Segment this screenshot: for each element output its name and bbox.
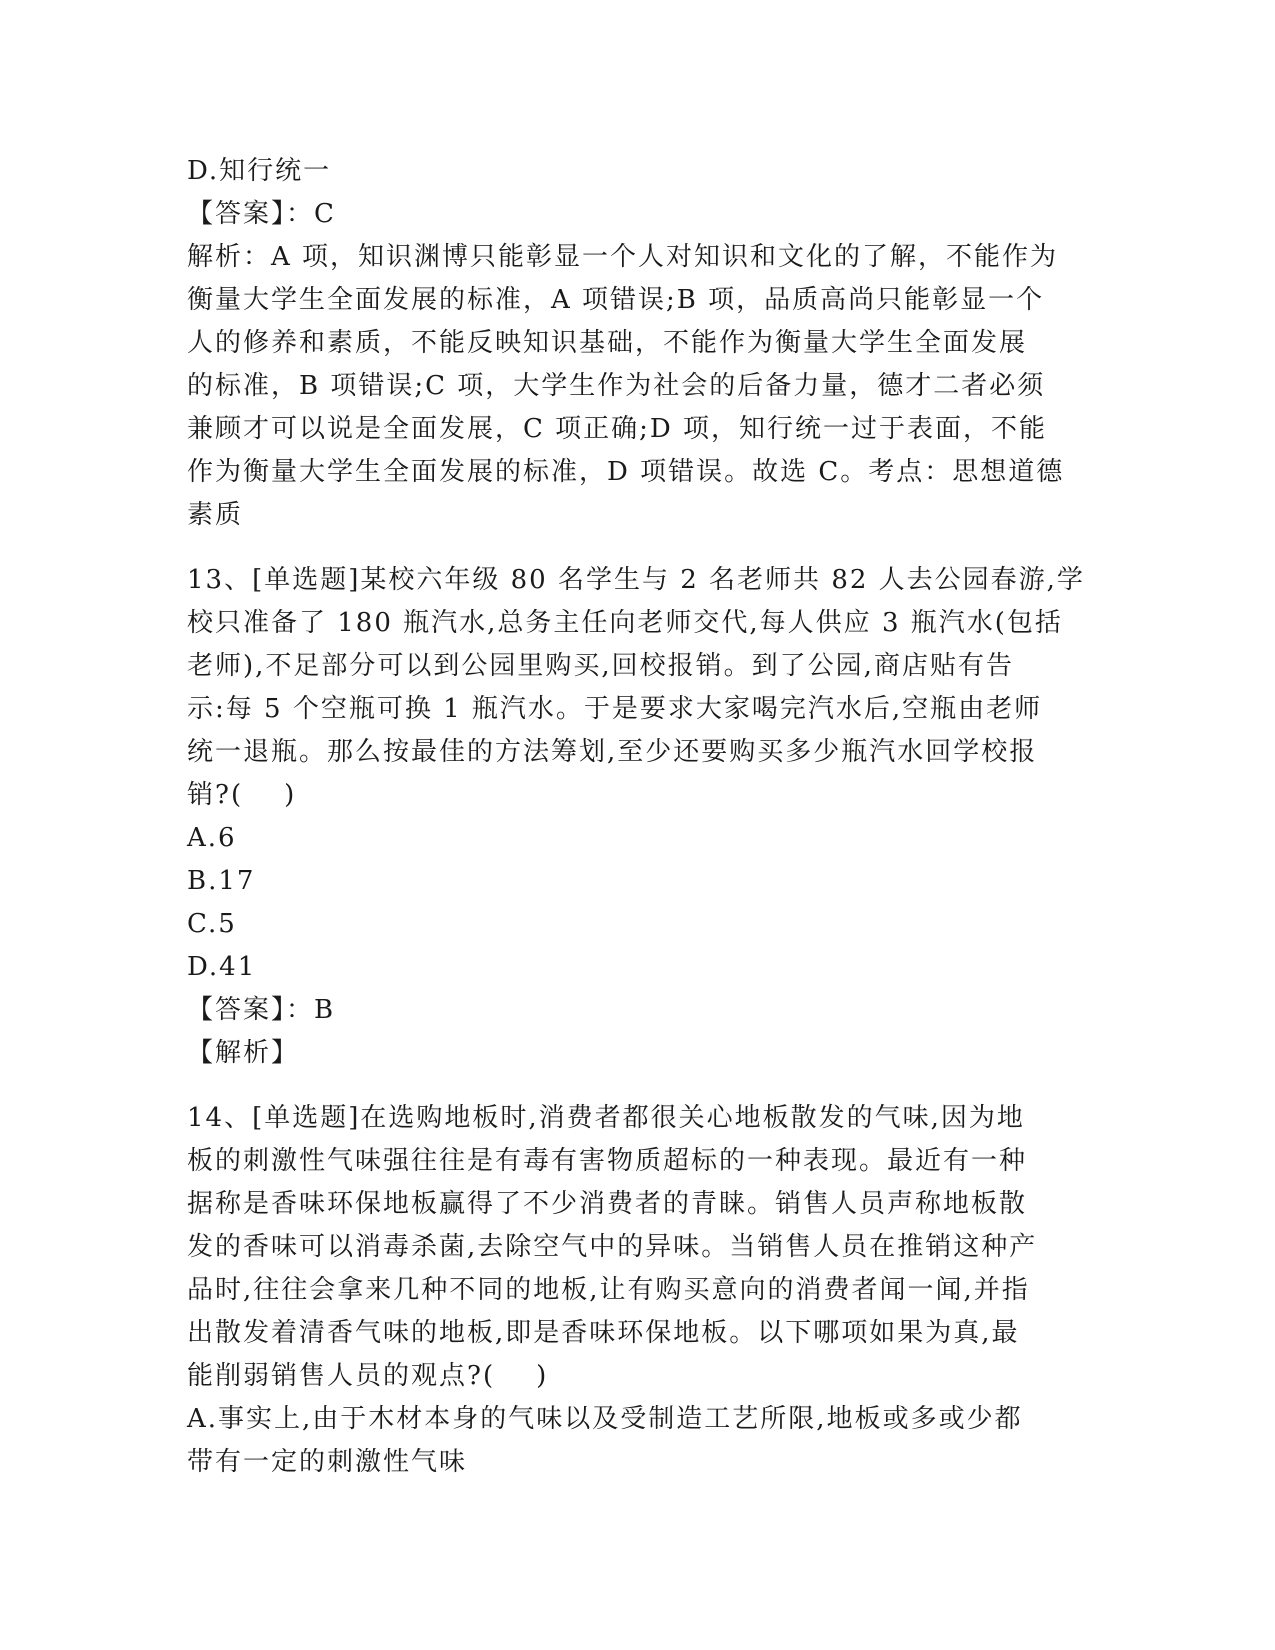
analysis-line: 人的修养和素质，不能反映知识基础，不能作为衡量大学生全面发展 (187, 328, 1028, 358)
stem-line: 13、[单选题]某校六年级 80 名学生与 2 名老师共 82 人去公园春游,学 (187, 565, 1085, 595)
analysis-line: 解析：A 项，知识渊博只能彰显一个人对知识和文化的了解，不能作为 (187, 242, 1059, 272)
analysis-heading: 【解析】 (187, 1038, 300, 1068)
option-b: B.17 (187, 866, 256, 896)
stem-line: 发的香味可以消毒杀菌,去除空气中的异味。当销售人员在推销这种产 (187, 1232, 1038, 1262)
question-14 (187, 1097, 1087, 1484)
prev-option-d: D.知行统一 (187, 156, 332, 186)
stem-line: 据称是香味环保地板赢得了不少消费者的青睐。销售人员声称地板散 (187, 1189, 1028, 1219)
stem-line: 出散发着清香气味的地板,即是香味环保地板。以下哪项如果为真,最 (187, 1318, 1020, 1348)
stem-line: 品时,往往会拿来几种不同的地板,让有购买意向的消费者闻一闻,并指 (187, 1275, 1030, 1305)
analysis-line: 素质 (187, 500, 244, 530)
analysis-line: 作为衡量大学生全面发展的标准，D 项错误。故选 C。考点：思想道德 (187, 457, 1065, 487)
stem-line: 校只准备了 180 瓶汽水,总务主任向老师交代,每人供应 3 瓶汽水(包括 (187, 608, 1063, 638)
prev-answer: 【答案】：C (187, 199, 336, 229)
option-c: C.5 (187, 909, 237, 939)
option-line: A.事实上,由于木材本身的气味以及受制造工艺所限,地板或多或少都 (187, 1404, 1023, 1434)
analysis-line: 衡量大学生全面发展的标准，A 项错误;B 项，品质高尚只能彰显一个 (187, 285, 1045, 315)
option-d: D.41 (187, 952, 257, 982)
stem-line: 能削弱销售人员的观点?( ) (187, 1361, 549, 1391)
question-stem (187, 1097, 1087, 1398)
stem-line: 板的刺激性气味强往往是有毒有害物质超标的一种表现。最近有一种 (187, 1146, 1028, 1176)
question-13 (187, 559, 1087, 1075)
option-a: A.6 (187, 823, 237, 853)
analysis-line: 的标准，B 项错误;C 项，大学生作为社会的后备力量，德才二者必须 (187, 371, 1046, 401)
question-stem (187, 559, 1087, 817)
analysis-line: 兼顾才可以说是全面发展，C 项正确;D 项，知行统一过于表面，不能 (187, 414, 1048, 444)
option-line: 带有一定的刺激性气味 (187, 1447, 468, 1477)
stem-line: 统一退瓶。那么按最佳的方法筹划,至少还要购买多少瓶汽水回学校报 (187, 737, 1038, 767)
option-a (187, 1398, 1087, 1484)
prev-analysis (187, 236, 1087, 537)
stem-line: 老师),不足部分可以到公园里购买,回校报销。到了公园,商店贴有告 (187, 651, 1014, 681)
page-content (187, 150, 1087, 1484)
stem-line: 14、[单选题]在选购地板时,消费者都很关心地板散发的气味,因为地 (187, 1103, 1025, 1133)
stem-line: 销?( ) (187, 780, 297, 810)
stem-line: 示:每 5 个空瓶可换 1 瓶汽水。于是要求大家喝完汽水后,空瓶由老师 (187, 694, 1043, 724)
answer: 【答案】：B (187, 995, 336, 1025)
